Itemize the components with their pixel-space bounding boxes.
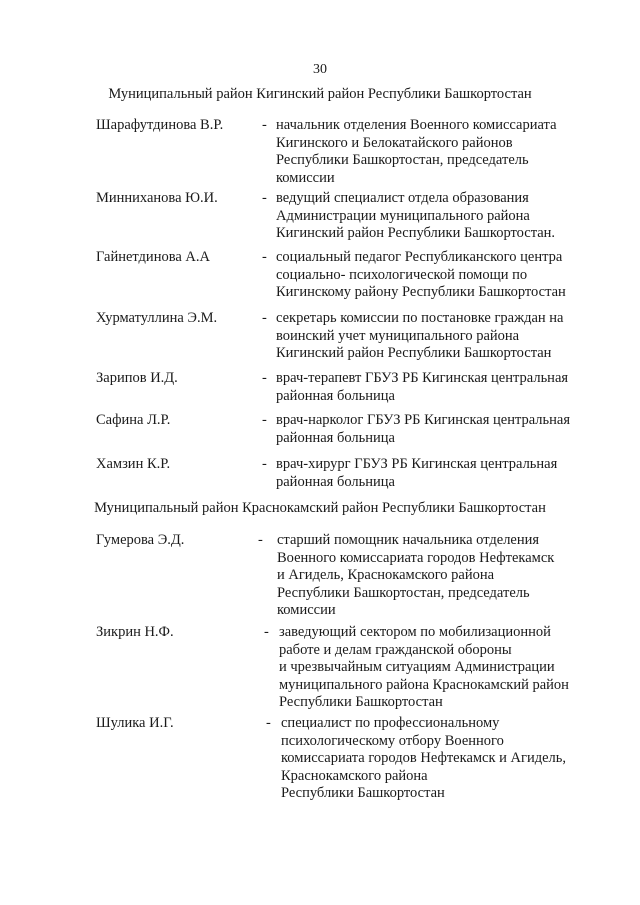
dash-separator: -	[266, 715, 271, 731]
member-role: социальный педагог Республиканского центра социально- психологической помощи по Кигинскому району Республики Башкортостан	[276, 249, 566, 300]
dash-separator: -	[258, 532, 263, 548]
member-name: Гумерова Э.Д.	[96, 532, 185, 548]
page-number: 30	[313, 62, 327, 77]
member-name: Минниханова Ю.И.	[96, 190, 218, 206]
member-role: врач-нарколог ГБУЗ РБ Кигинская центральная районная больница	[276, 412, 571, 446]
dash-separator: -	[262, 117, 267, 133]
member-role: специалист по профессиональному психологическому отбору Военного комиссариата городов Нефтекамск и Агидель, Краснокамского района Республики Башкортостан	[281, 715, 567, 801]
section-title-krasnokamsky: Муниципальный район Краснокамский район Республики Башкортостан	[94, 500, 546, 516]
member-role: ведущий специалист отдела образования Администрации муниципального района Кигинский район Республики Башкортостан.	[276, 190, 556, 241]
dash-separator: -	[264, 624, 269, 640]
dash-separator: -	[262, 456, 267, 472]
member-role: врач-хирург ГБУЗ РБ Кигинская центральная районная больница	[276, 456, 558, 490]
member-role: начальник отделения Военного комиссариата Кигинского и Белокатайского районов Республики Башкортостан, председатель комиссии	[276, 117, 557, 186]
member-name: Гайнетдинова А.А	[96, 249, 210, 265]
member-name: Хурматуллина Э.М.	[96, 310, 218, 326]
member-role: заведующий сектором по мобилизационной работе и делам гражданской обороны и чрезвычайным ситуациям Администрации муниципального района Краснокамский район Республики Башкортостан	[279, 624, 569, 710]
member-name: Шулика И.Г.	[96, 715, 174, 731]
dash-separator: -	[262, 249, 267, 265]
dash-separator: -	[262, 370, 267, 386]
member-role: врач-терапевт ГБУЗ РБ Кигинская центральная районная больница	[276, 370, 569, 404]
member-name: Хамзин К.Р.	[96, 456, 171, 472]
dash-separator: -	[262, 310, 267, 326]
dash-separator: -	[262, 412, 267, 428]
member-role: старший помощник начальника отделения Военного комиссариата городов Нефтекамск и Агидель, Краснокамского района Республики Башкортостан, председатель комиссии	[277, 532, 555, 618]
member-name: Зикрин Н.Ф.	[96, 624, 174, 640]
dash-separator: -	[262, 190, 267, 206]
member-name: Шарафутдинова В.Р.	[96, 117, 224, 133]
member-name: Зарипов И.Д.	[96, 370, 178, 386]
member-name: Сафина Л.Р.	[96, 412, 171, 428]
member-role: секретарь комиссии по постановке граждан на воинский учет муниципального района Кигинский район Республики Башкортостан	[276, 310, 564, 361]
section-title-kiginsky: Муниципальный район Кигинский район Республики Башкортостан	[108, 86, 532, 102]
